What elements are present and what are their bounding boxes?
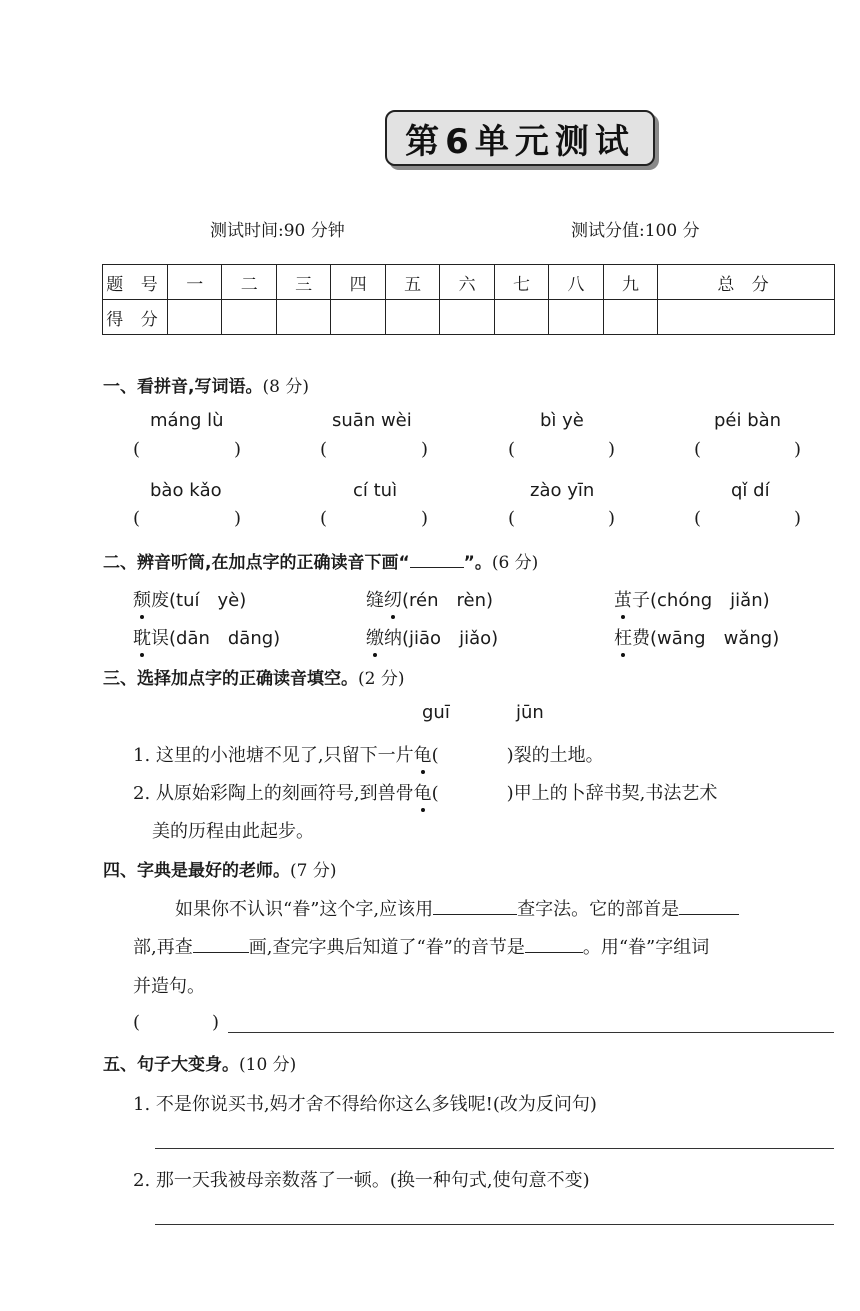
pinyin: cí tuì bbox=[353, 480, 398, 501]
dotted-char: 颓 bbox=[133, 586, 151, 612]
question-text: 1. 这里的小池塘不见了,只留下一片 bbox=[133, 745, 414, 766]
table-cell: 题 号 bbox=[103, 265, 168, 300]
section-heading-text: 一、看拼音,写词语。 bbox=[103, 377, 263, 397]
pinyin-option: guī bbox=[422, 702, 450, 723]
answer-line[interactable] bbox=[155, 1148, 834, 1149]
answer-paren-close: ) bbox=[608, 439, 616, 460]
dotted-char: 枉 bbox=[614, 624, 632, 650]
section-heading-text: 四、字典是最好的老师。 bbox=[103, 861, 290, 881]
paragraph-text: 查字法。它的部首是 bbox=[517, 899, 680, 920]
question-2-continued: 美的历程由此起步。 bbox=[152, 821, 314, 842]
answer-paren-open: ( bbox=[133, 508, 141, 529]
question-1: 1. 不是你说买书,妈才舍不得给你这么多钱呢!(改为反问句) bbox=[133, 1094, 597, 1115]
section-1-heading bbox=[103, 372, 309, 397]
word-rest: 纳 bbox=[384, 628, 402, 649]
page-title-box bbox=[385, 110, 655, 166]
pronunciation-options[interactable]: (rén rèn) bbox=[402, 590, 494, 611]
pronunciation-options[interactable]: (jiāo jiǎo) bbox=[402, 628, 499, 649]
dotted-char: 龟 bbox=[414, 741, 432, 767]
table-cell: 八 bbox=[549, 265, 603, 300]
word-item bbox=[614, 624, 779, 650]
section-heading-text: 三、选择加点字的正确读音填空。 bbox=[103, 669, 358, 689]
section-points: (8 分) bbox=[262, 377, 309, 397]
table-cell: 总 分 bbox=[658, 265, 835, 300]
section-heading-text: 五、句子大变身。 bbox=[103, 1055, 239, 1075]
sentence-answer-line[interactable] bbox=[228, 1032, 834, 1033]
paragraph-text: 画,查完字典后知道了“眷”的音节是 bbox=[248, 937, 525, 958]
section-2-heading bbox=[103, 548, 538, 573]
pronunciation-options[interactable]: (wāng wǎng) bbox=[650, 628, 780, 649]
paragraph-text: 如果你不认识“眷”这个字,应该用 bbox=[175, 899, 434, 920]
table-cell: 得 分 bbox=[103, 300, 168, 335]
table-cell: 二 bbox=[222, 265, 276, 300]
pronunciation-options[interactable]: (tuí yè) bbox=[169, 590, 247, 611]
answer-line[interactable] bbox=[155, 1224, 834, 1225]
answer-paren-close: ) bbox=[234, 439, 242, 460]
answer-paren-close: ) bbox=[794, 439, 802, 460]
word-item bbox=[133, 624, 280, 650]
section-points: (6 分) bbox=[491, 553, 539, 573]
score-input-cell[interactable] bbox=[222, 300, 276, 335]
question-text: 裂的土地。 bbox=[513, 745, 604, 766]
word-rest: 缝 bbox=[366, 590, 384, 611]
table-cell: 四 bbox=[331, 265, 385, 300]
score-input-cell[interactable] bbox=[494, 300, 548, 335]
pinyin-option: jūn bbox=[516, 702, 544, 723]
table-cell: 三 bbox=[276, 265, 330, 300]
score-input-cell[interactable] bbox=[603, 300, 657, 335]
answer-blank[interactable] bbox=[679, 913, 739, 915]
section-heading-text: ”。 bbox=[463, 553, 492, 573]
page-title: 第6单元测试 bbox=[405, 121, 635, 162]
answer-paren-close: ) bbox=[421, 508, 429, 529]
question-1: 1. 这里的小池塘不见了,只留下一片龟( )裂的土地。 bbox=[133, 741, 604, 767]
section-3-heading bbox=[103, 664, 404, 689]
paragraph-text: 部,再查 bbox=[133, 937, 193, 958]
score-input-cell[interactable] bbox=[658, 300, 835, 335]
answer-paren-open: ( bbox=[133, 439, 141, 460]
word-rest: 误 bbox=[151, 628, 169, 649]
word-rest: 子 bbox=[632, 590, 650, 611]
question-2: 2. 从原始彩陶上的刻画符号,到兽骨龟( )甲上的卜辞书契,书法艺术 bbox=[133, 779, 717, 805]
word-item bbox=[614, 586, 770, 612]
score-table-score-row bbox=[103, 300, 835, 335]
score-input-cell[interactable] bbox=[331, 300, 385, 335]
score-input-cell[interactable] bbox=[276, 300, 330, 335]
table-cell: 五 bbox=[385, 265, 439, 300]
pinyin: qǐ dí bbox=[731, 480, 770, 501]
pinyin: suān wèi bbox=[332, 410, 412, 431]
pinyin: máng lù bbox=[150, 410, 224, 431]
answer-paren-open: ( bbox=[694, 508, 702, 529]
answer-paren-close: ) bbox=[212, 1012, 220, 1033]
pronunciation-options[interactable]: (chóng jiǎn) bbox=[650, 590, 770, 611]
underline-sample bbox=[410, 566, 464, 568]
answer-blank[interactable] bbox=[433, 913, 517, 915]
pinyin: bì yè bbox=[540, 410, 584, 431]
answer-paren-open: ( bbox=[320, 439, 328, 460]
dotted-char: 耽 bbox=[133, 624, 151, 650]
answer-paren-open: ( bbox=[133, 1012, 141, 1033]
section-points: (10 分) bbox=[239, 1055, 297, 1075]
score-input-cell[interactable] bbox=[440, 300, 494, 335]
section-points: (2 分) bbox=[358, 669, 405, 689]
answer-paren-open: ( bbox=[694, 439, 702, 460]
score-input-cell[interactable] bbox=[168, 300, 222, 335]
dotted-char: 茧 bbox=[614, 586, 632, 612]
dotted-char: 缴 bbox=[366, 624, 384, 650]
table-cell: 一 bbox=[168, 265, 222, 300]
test-score: 测试分值:100 分 bbox=[571, 221, 700, 241]
word-rest: 废 bbox=[151, 590, 169, 611]
pinyin: zào yīn bbox=[530, 480, 595, 501]
pinyin: péi bàn bbox=[714, 410, 782, 431]
table-cell: 六 bbox=[440, 265, 494, 300]
answer-paren-open: ( bbox=[508, 508, 516, 529]
answer-paren-open: ( bbox=[508, 439, 516, 460]
word-item bbox=[133, 586, 246, 612]
score-table-header-row bbox=[103, 265, 835, 300]
answer-paren-close: ) bbox=[608, 508, 616, 529]
word-rest: 费 bbox=[632, 628, 650, 649]
question-2: 2. 那一天我被母亲数落了一顿。(换一种句式,使句意不变) bbox=[133, 1170, 590, 1191]
question-text: 2. 从原始彩陶上的刻画符号,到兽骨 bbox=[133, 783, 414, 804]
score-input-cell[interactable] bbox=[549, 300, 603, 335]
dictionary-paragraph-line-2 bbox=[133, 933, 709, 959]
section-heading-text: 二、辨音听筒,在加点字的正确读音下画“ bbox=[103, 553, 410, 573]
dotted-char: 纫 bbox=[384, 586, 402, 612]
answer-blank[interactable] bbox=[525, 951, 583, 953]
table-cell: 七 bbox=[494, 265, 548, 300]
dotted-char: 龟 bbox=[414, 779, 432, 805]
paragraph-text: 。用“眷”字组词 bbox=[582, 937, 710, 958]
answer-blank[interactable] bbox=[193, 951, 249, 953]
dictionary-paragraph-line-1 bbox=[175, 895, 739, 921]
section-points: (7 分) bbox=[290, 861, 337, 881]
pronunciation-options[interactable]: (dān dāng) bbox=[169, 628, 281, 649]
score-input-cell[interactable] bbox=[385, 300, 439, 335]
table-cell: 九 bbox=[603, 265, 657, 300]
word-item bbox=[366, 624, 498, 650]
section-4-heading bbox=[103, 856, 336, 881]
answer-paren-close: ) bbox=[794, 508, 802, 529]
answer-paren-close: ) bbox=[421, 439, 429, 460]
answer-paren-close: ) bbox=[234, 508, 242, 529]
word-item bbox=[366, 586, 493, 612]
answer-paren-open: ( bbox=[320, 508, 328, 529]
score-table bbox=[102, 264, 835, 335]
section-5-heading bbox=[103, 1050, 296, 1075]
test-time: 测试时间:90 分钟 bbox=[210, 221, 345, 241]
question-text: 甲上的卜辞书契,书法艺术 bbox=[513, 783, 718, 804]
dictionary-paragraph-line-3: 并造句。 bbox=[133, 976, 205, 997]
pinyin: bào kǎo bbox=[150, 480, 222, 501]
